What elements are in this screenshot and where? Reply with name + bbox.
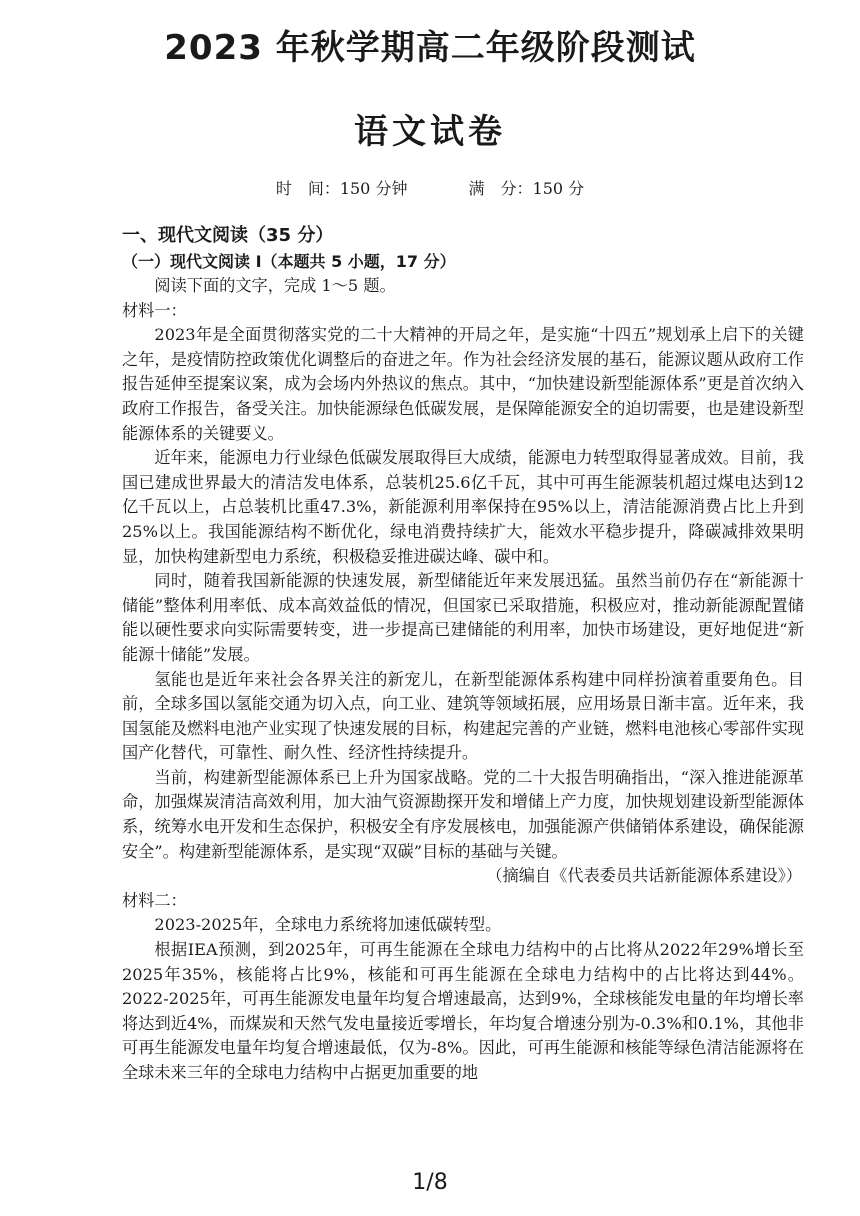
paragraph: 近年来，能源电力行业绿色低碳发展取得巨大成绩，能源电力转型取得显著成效。目前，我国已建成世界最大的清洁发电体系，总装机25.6亿千瓦，其中可再生能源装机超过煤电达到12亿千瓦以上，占总装机比重47.3%，新能源利用率保持在95%以上，清洁能源消费占比上升到25%以上。我国能源结构不断优化，绿电消费持续扩大，能效水平稳步提升，降碳减排效果明显，加快构建新型电力系统，积极稳妥推进碳达峰、碳中和。 xyxy=(122,448,804,566)
paragraph: 2023年是全面贯彻落实党的二十大精神的开局之年，是实施“十四五”规划承上启下的关键之年，是疫情防控政策优化调整后的奋进之年。作为社会经济发展的基石，能源议题从政府工作报告延伸至提案议案，成为会场内外热议的焦点。其中，“加快建设新型能源体系”更是首次纳入政府工作报告，备受关注。加快能源绿色低碳发展，是保障能源安全的迫切需要，也是建设新型能源体系的关键要义。 xyxy=(122,325,804,443)
reading-instruction: 阅读下面的文字，完成 1～5 题。 xyxy=(154,276,396,295)
paragraph: 2023-2025年，全球电力系统将加速低碳转型。 xyxy=(154,915,502,935)
exam-title: 2023 年秋学期高二年级阶段测试 xyxy=(164,28,696,68)
material-label: 材料二： xyxy=(122,890,187,910)
subject-title: 语文试卷 xyxy=(354,112,506,152)
page-number: 1/8 xyxy=(412,1170,448,1195)
exam-duration: 时 间：150 分钟 xyxy=(275,179,408,198)
material-label: 材料一： xyxy=(122,300,187,320)
exam-meta xyxy=(0,176,860,199)
paragraph: 同时，随着我国新能源的快速发展，新型储能近年来发展迅猛。虽然当前仍存在“新能源十储能”整体利用率低、成本高效益低的情况，但国家已采取措施，积极应对，推动新能源配置储能以硬性要求向实际需要转变，进一步提高已建储能的利用率，加快市场建设，更好地促进“新能源十储能”发展。 xyxy=(122,571,804,664)
exam-content xyxy=(122,222,804,1086)
exam-full-score: 满 分：150 分 xyxy=(468,179,585,198)
paragraph: 当前，构建新型能源体系已上升为国家战略。党的二十大报告明确指出，“深入推进能源革命，加强煤炭清洁高效利用，加大油气资源勘探开发和增储上产力度，加快规划建设新型能源体系，统筹水电开发和生态保护，积极安全有序发展核电，加强能源产供储销体系建设，确保能源安全”。构建新型能源体系，是实现“双碳”目标的基础与关键。 xyxy=(122,767,804,861)
material-source: （摘编自《代表委员共话新能源体系建设》） xyxy=(486,866,802,886)
subsection-heading: （一）现代文阅读 I（本题共 5 小题，17 分） xyxy=(122,252,456,271)
paragraph: 氢能也是近年来社会各界关注的新宠儿，在新型能源体系构建中同样扮演着重要角色。目前，全球多国以氢能交通为切入点，向工业、建筑等领域拓展，应用场景日渐丰富。近年来，我国氢能及燃料电池产业实现了快速发展的目标，构建起完善的产业链，燃料电池核心零部件实现国产化替代，可靠性、耐久性、经济性持续提升。 xyxy=(122,669,804,763)
paragraph: 根据IEA预测，到2025年，可再生能源在全球电力结构中的占比将从2022年29%增长至2025年35%，核能将占比9%，核能和可再生能源在全球电力结构中的占比将达到44%。2022-2025年，可再生能源发电量年均复合增速最高，达到9%，全球核能发电量的年均增长率将达到近4%，而煤炭和天然气发电量接近零增长，年均复合增速分别为-0.3%和0.1%，其他非可再生能源发电量年均复合增速最低，仅为-8%。因此，可再生能源和核能等绿色清洁能源将在全球未来三年的全球电力结构中占据更加重要的地 xyxy=(122,940,804,1082)
section-heading: 一、现代文阅读（35 分） xyxy=(122,225,334,246)
